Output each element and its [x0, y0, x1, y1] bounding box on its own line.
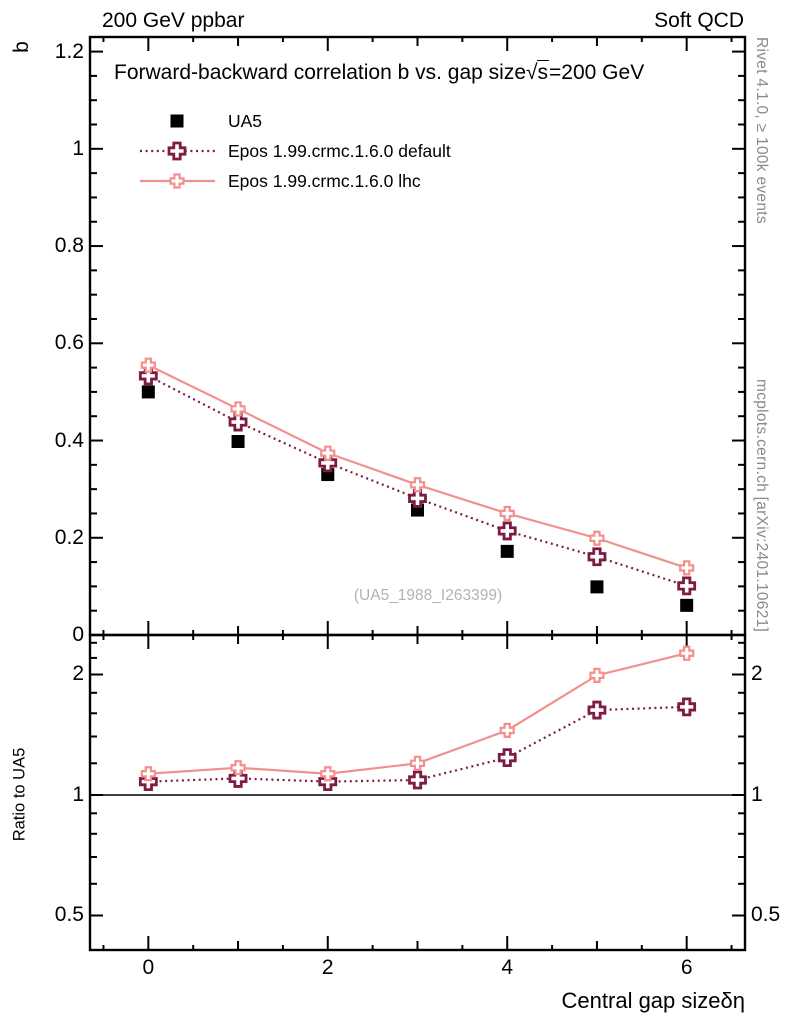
tick-label: 0	[72, 623, 84, 646]
tick-label: 0.6	[54, 331, 84, 355]
x-axis-label-text: Central gap size	[561, 988, 721, 1013]
plot-title-energy: =200 GeV	[549, 61, 645, 84]
y-axis-label-main: b	[10, 41, 33, 53]
tick-label: 4	[501, 956, 514, 979]
legend-label-epos-default: Epos 1.99.crmc.1.6.0 default	[228, 141, 451, 161]
tick-label: 0.5	[751, 903, 781, 927]
x-axis-label	[562, 988, 745, 1014]
tick-label: 1.2	[54, 39, 84, 63]
tick-label: 2	[751, 662, 763, 686]
tick-label: 0.5	[54, 903, 84, 927]
mcplots-arxiv-note: mcplots.cern.ch [arXiv:2401.10621]	[753, 378, 770, 632]
tick-label: 0.4	[54, 428, 84, 452]
tick-label: 6	[680, 956, 693, 979]
rivet-version-note: Rivet 4.1.0, ≥ 100k events	[753, 37, 770, 224]
tick-label: 2	[321, 956, 334, 979]
tick-label: 1	[751, 782, 763, 806]
tick-label: 2	[72, 662, 84, 686]
tick-label: 1	[72, 782, 84, 806]
y-axis-label-ratio: Ratio to UA5	[10, 747, 29, 842]
x-axis-label-symbol: δη	[720, 988, 745, 1013]
tick-label: 0	[142, 956, 155, 979]
header-group-label: Soft QCD	[654, 9, 744, 32]
sqrt-argument: s	[537, 61, 549, 84]
tick-label: 0.8	[54, 234, 84, 258]
legend-label-epos-lhc: Epos 1.99.crmc.1.6.0 lhc	[228, 171, 421, 191]
plot-title-text: Forward-backward correlation b vs. gap size	[114, 61, 527, 84]
tick-label: 0.2	[54, 525, 84, 549]
tick-label: 1	[72, 136, 84, 160]
header-beam-label: 200 GeV ppbar	[102, 9, 245, 32]
plot-title	[114, 61, 644, 85]
sqrt-icon: √	[526, 61, 538, 84]
analysis-id-watermark: (UA5_1988_I263399)	[353, 587, 503, 604]
legend-label-ua5: UA5	[228, 111, 263, 131]
